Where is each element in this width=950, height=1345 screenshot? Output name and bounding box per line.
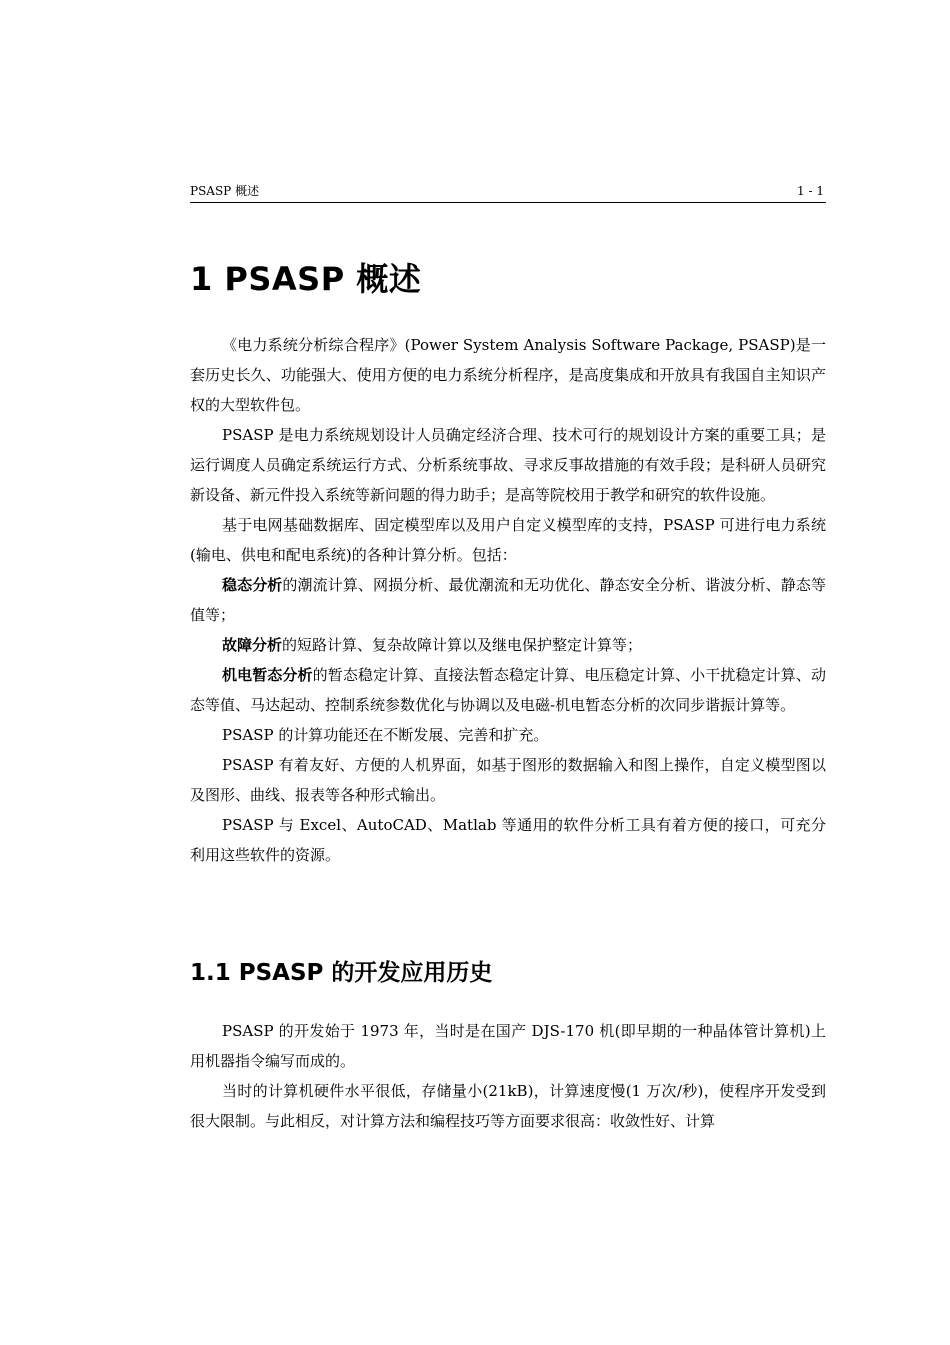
analysis-steady-state xyxy=(190,570,826,630)
analysis-text: 的短路计算、复杂故障计算以及继电保护整定计算等； xyxy=(282,636,643,654)
paragraph-intro: 《电力系统分析综合程序》(Power System Analysis Software Package, PSASP)是一套历史长久、功能强大、使用方便的电力系统分析程序，是高度集成和开放具有我国自主知识产权的大型软件包。 xyxy=(190,336,826,414)
section-title: 1.1 PSASP 的开发应用历史 xyxy=(190,960,493,986)
paragraph-capabilities: 基于电网基础数据库、固定模型库以及用户自定义模型库的支持，PSASP 可进行电力系统(输电、供电和配电系统)的各种计算分析。包括： xyxy=(190,516,826,564)
analysis-term: 机电暂态分析 xyxy=(222,666,313,684)
page-number: 1 - 1 xyxy=(797,184,824,198)
paragraph-history-hardware: 当时的计算机硬件水平很低，存储量小(21kB)，计算速度慢(1 万次/秒)，使程序开发受到很大限制。与此相反，对计算方法和编程技巧等方面要求很高：收敛性好、计算 xyxy=(190,1082,826,1130)
paragraph-development: PSASP 的计算功能还在不断发展、完善和扩充。 xyxy=(222,726,549,744)
chapter-title: 1 PSASP 概述 xyxy=(190,260,422,298)
analysis-electromechanical xyxy=(190,660,826,720)
paragraph-purpose: PSASP 是电力系统规划设计人员确定经济合理、技术可行的规划设计方案的重要工具；是运行调度人员确定系统运行方式、分析系统事故、寻求反事故措施的有效手段；是科研人员研究新设备、新元件投入系统等新问题的得力助手；是高等院校用于教学和研究的软件设施。 xyxy=(190,426,826,504)
paragraph-history-start: PSASP 的开发始于 1973 年，当时是在国产 DJS-170 机(即早期的一种晶体管计算机)上用机器指令编写而成的。 xyxy=(190,1022,826,1070)
analysis-text: 的暂态稳定计算、直接法暂态稳定计算、电压稳定计算、小干扰稳定计算、动态等值、马达起动、控制系统参数优化与协调以及电磁-机电暂态分析的次同步谐振计算等。 xyxy=(190,666,826,714)
section-body xyxy=(190,1016,826,1136)
paragraph-tools: PSASP 与 Excel、AutoCAD、Matlab 等通用的软件分析工具有着方便的接口，可充分利用这些软件的资源。 xyxy=(190,816,826,864)
analysis-term: 稳态分析 xyxy=(222,576,283,594)
analysis-text: 的潮流计算、网损分析、最优潮流和无功优化、静态安全分析、谐波分析、静态等值等； xyxy=(190,576,826,624)
paragraph-interface: PSASP 有着友好、方便的人机界面，如基于图形的数据输入和图上操作，自定义模型图以及图形、曲线、报表等各种形式输出。 xyxy=(190,756,826,804)
analysis-term: 故障分析 xyxy=(222,636,283,654)
chapter-body xyxy=(190,330,826,870)
document-page xyxy=(190,0,826,1345)
analysis-fault xyxy=(190,630,826,660)
running-header xyxy=(190,182,826,203)
header-title: PSASP 概述 xyxy=(190,184,260,198)
